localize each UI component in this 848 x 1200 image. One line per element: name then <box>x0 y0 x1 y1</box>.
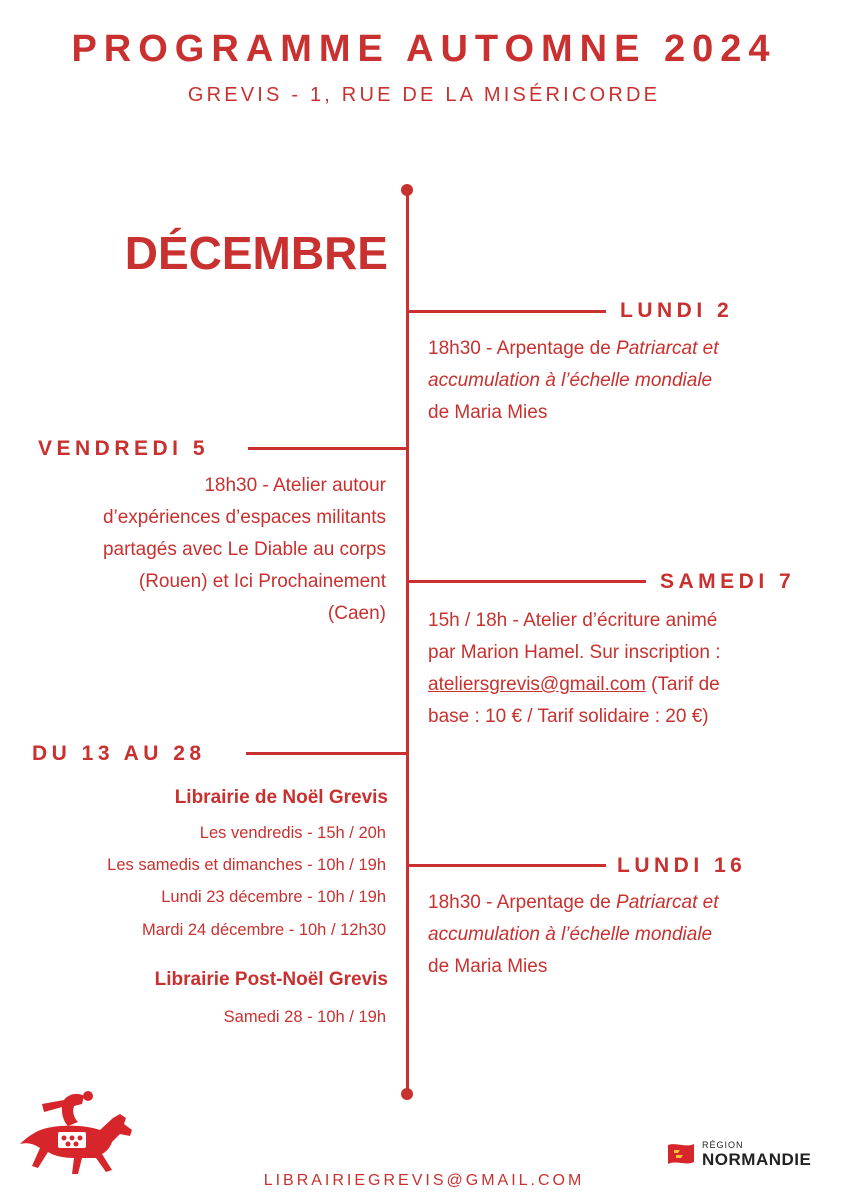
shop-title-post-noel: Librairie Post-Noël Grevis <box>154 969 388 990</box>
connector-lundi-2 <box>408 310 606 313</box>
normandie-flag-icon <box>666 1142 696 1166</box>
shop-title-noel: Librairie de Noël Grevis <box>174 787 388 808</box>
region-label: RÉGION <box>702 1140 744 1150</box>
day-label-samedi-7: SAMEDI 7 <box>660 570 796 593</box>
connector-lundi-16 <box>408 864 606 867</box>
event-lundi-16: 18h30 - Arpentage de Patriarcat et accumulation à l’échelle mondiale de Maria Mies <box>428 892 719 977</box>
footer-email[interactable]: LIBRAIRIEGREVIS@GMAIL.COM <box>263 1172 585 1189</box>
timeline-start-dot <box>401 184 413 196</box>
page-title: PROGRAMME AUTOMNE 2024 <box>71 28 777 70</box>
atelier-email-link[interactable]: ateliersgrevis@gmail.com <box>428 674 646 695</box>
hours-line: Les samedis et dimanches - 10h / 19h <box>107 856 386 874</box>
connector-du-13-au-28 <box>246 752 408 755</box>
event-lundi-2: 18h30 - Arpentage de Patriarcat et accumulation à l’échelle mondiale de Maria Mies <box>428 338 719 423</box>
month-heading: DÉCEMBRE <box>124 227 388 279</box>
horse-rider-logo <box>8 1086 138 1186</box>
day-label-vendredi-5: VENDREDI 5 <box>38 437 210 460</box>
hours-line: Lundi 23 décembre - 10h / 19h <box>161 888 386 906</box>
hours-line: Mardi 24 décembre - 10h / 12h30 <box>142 921 386 939</box>
connector-vendredi-5 <box>248 447 408 450</box>
event-samedi-7: 15h / 18h - Atelier d’écriture animé par Marion Hamel. Sur inscription : ateliersgrevis@gmail.com (Tarif de base : 10 € / Tarif solidaire : 20 €) <box>428 610 721 727</box>
day-label-du-13-au-28: DU 13 AU 28 <box>32 742 206 765</box>
hours-line: Les vendredis - 15h / 20h <box>199 824 386 842</box>
timeline-end-dot <box>401 1088 413 1100</box>
normandie-label: NORMANDIE <box>702 1150 812 1169</box>
connector-samedi-7 <box>408 580 646 583</box>
day-label-lundi-2: LUNDI 2 <box>620 299 734 322</box>
event-vendredi-5: 18h30 - Atelier autour d’expériences d’espaces militants partagés avec Le Diable au corps (Rouen) et Ici Prochainement (Caen) <box>102 475 386 624</box>
day-label-lundi-16: LUNDI 16 <box>617 854 747 877</box>
hours-line: Samedi 28 - 10h / 19h <box>223 1008 386 1026</box>
timeline-line <box>406 190 409 1094</box>
page-subtitle: GREVIS - 1, RUE DE LA MISÉRICORDE <box>187 84 661 106</box>
